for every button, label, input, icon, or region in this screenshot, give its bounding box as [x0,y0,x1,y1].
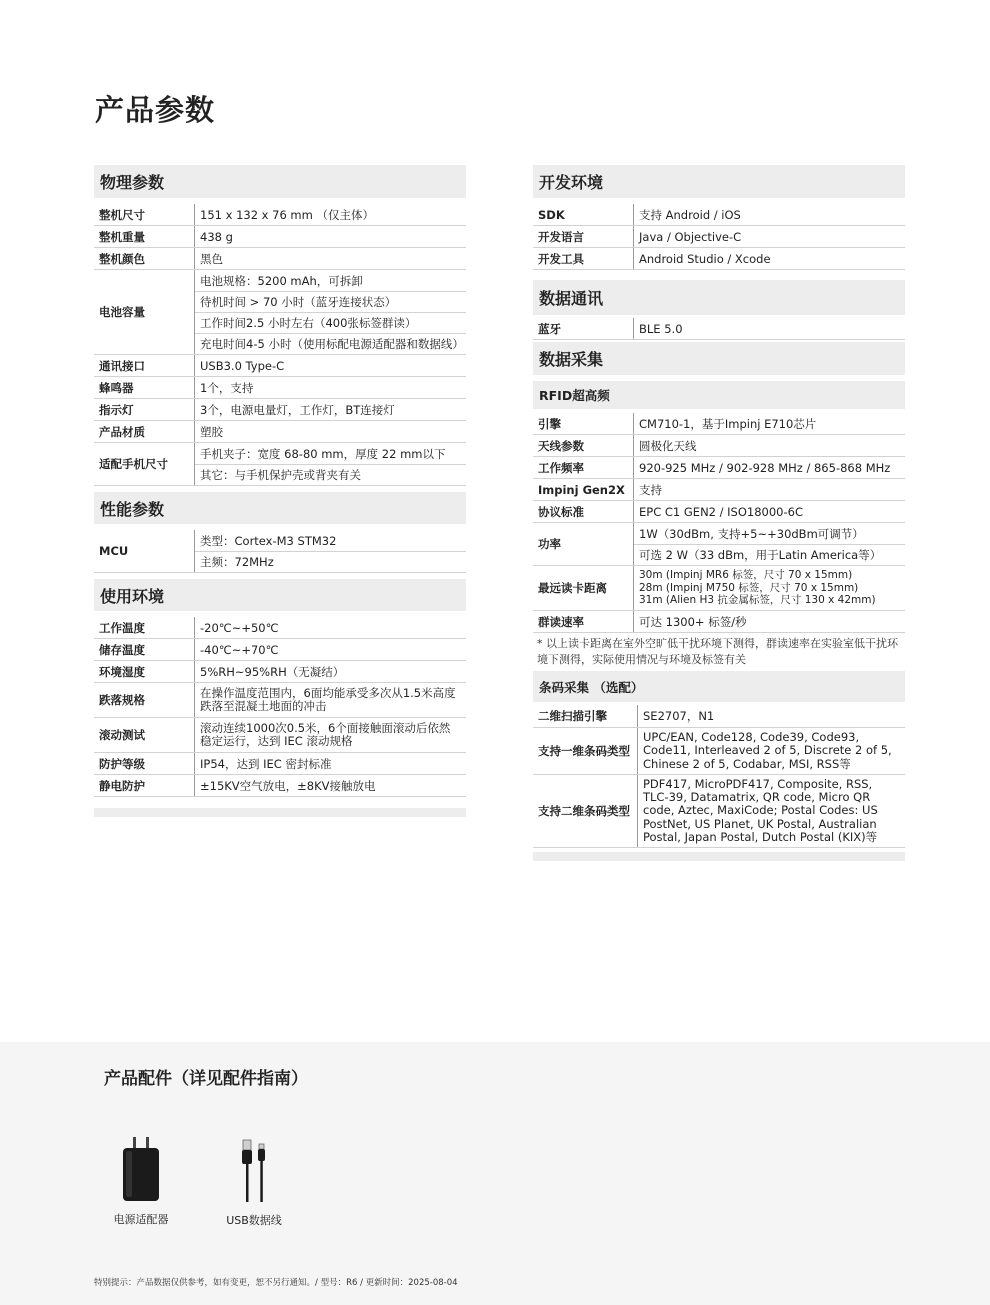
spec-row [533,728,905,775]
spec-row [94,270,466,355]
spec-row [94,226,466,248]
spec-value [634,523,905,565]
spec-value [634,248,905,269]
spec-value-paragraph: 滚动连续1000次0.5米，6个面接触面滚动后依然稳定运行，达到 IEC 滚动规格 [200,720,451,748]
spec-row [533,611,905,633]
spec-key: MCU [94,530,195,572]
accessory-label: 电源适配器 [113,1213,169,1226]
spec-value-line: 待机时间 > 70 小时（蓝牙连接状态） [195,291,466,312]
spec-row [533,226,905,248]
spec-row [94,753,466,775]
spec-row [533,523,905,566]
spec-key: Impinj Gen2X [533,479,634,500]
section-dev-title: 开发环境 [533,165,905,198]
spec-row [94,639,466,661]
spec-value-line: 1个，支持 [200,380,254,395]
spec-row [533,413,905,435]
spec-key: 协议标准 [533,501,634,522]
spec-value [634,413,905,434]
spec-value-line: 黑色 [200,251,223,266]
spec-key: 储存温度 [94,639,195,660]
spec-value [638,705,905,727]
spec-value-line: 920-925 MHz / 902-928 MHz / 865-868 MHz [639,460,891,475]
spec-row [94,775,466,797]
spec-key: 整机重量 [94,226,195,247]
spec-row [94,530,466,573]
spec-value-line: 可选 2 W（33 dBm，用于Latin America等） [634,544,905,565]
spec-key: 开发工具 [533,248,634,269]
spec-row [533,204,905,226]
spec-value [195,775,466,796]
spec-row [94,204,466,226]
spec-value-line: 类型：Cortex-M3 STM32 [200,533,337,548]
spec-row [94,617,466,639]
spec-key: 电池容量 [94,270,195,354]
spec-value [195,270,466,354]
spec-key: 跌落规格 [94,683,195,717]
left-end-bar [94,808,466,817]
spec-row [533,248,905,270]
spec-value [634,435,905,456]
spec-value-line: BLE 5.0 [639,321,683,336]
spec-value [195,661,466,682]
section-collect-title: 数据采集 [533,342,905,375]
spec-row [94,683,466,718]
spec-value [195,226,466,247]
spec-key: 指示灯 [94,399,195,420]
spec-value-line: EPC C1 GEN2 / ISO18000-6C [639,504,803,519]
right-column [533,165,905,861]
spec-key: 适配手机尺寸 [94,443,195,485]
comm-spec-table [533,318,905,340]
spec-value [195,639,466,660]
spec-key: 蜂鸣器 [94,377,195,398]
spec-value [195,399,466,420]
spec-value-line: USB3.0 Type-C [200,358,285,373]
spec-value-line: 其它：与手机保护壳或背夹有关 [195,464,466,485]
spec-value-line: 支持 Android / iOS [639,207,741,222]
spec-row [94,355,466,377]
spec-row [533,318,905,340]
spec-key: 支持一维条码类型 [533,728,638,774]
spec-row [94,248,466,270]
spec-value-line: SE2707，N1 [643,709,715,723]
page-title: 产品参数 [95,93,216,127]
spec-value [195,753,466,774]
spec-value-line: 151 x 132 x 76 mm （仅主体） [200,207,374,222]
spec-key: 工作温度 [94,617,195,638]
section-performance-title: 性能参数 [94,492,466,524]
rfid-spec-table [533,413,905,633]
spec-row [533,501,905,523]
spec-key: 工作频率 [533,457,634,478]
spec-row [94,377,466,399]
spec-key: SDK [533,204,634,225]
spec-value-line: -20℃~+50℃ [200,620,279,635]
spec-value-line: 3个，电源电量灯，工作灯，BT连接灯 [200,402,395,417]
spec-value [195,530,466,572]
spec-key: 整机尺寸 [94,204,195,225]
spec-row [94,399,466,421]
spec-value [195,718,466,752]
spec-value-paragraph: 30m (Impinj MR6 标签，尺寸 70 x 15mm) 28m (Impinj M750 标签，尺寸 70 x 15mm) 31m (Alien H3 抗金属标签，尺寸 130 x 42mm) [639,569,876,607]
spec-row [94,718,466,753]
barcode-subtitle: 条码采集 （选配） [533,671,905,702]
spec-value [634,204,905,225]
physical-spec-table [94,204,466,486]
spec-key: 支持二维条码类型 [533,775,638,847]
spec-key: 整机颜色 [94,248,195,269]
spec-key: 二维扫描引擎 [533,705,638,727]
usb-cable-icon [234,1138,274,1204]
spec-value-paragraph: 在操作温度范围内，6面均能承受多次从1.5米高度跌落至混凝土地面的冲击 [200,685,456,713]
spec-value [634,611,905,632]
spec-value [195,204,466,225]
spec-value-line: 工作时间2.5 小时左右（400张标签群读） [195,312,466,333]
accessories-section [0,1042,990,1305]
spec-value [195,355,466,376]
spec-key: 最远读卡距离 [533,566,634,610]
spec-key: 引擎 [533,413,634,434]
spec-key: 静电防护 [94,775,195,796]
spec-value-paragraph: PDF417, MicroPDF417, Composite, RSS, TLC-39, Datamatrix, QR code, Micro QR code, Aztec, MaxiCode; Postal Codes: US PostNet, US Planet, UK Postal, Australian Postal, Japan Postal, Dutch Postal (KIX)等 [643,776,878,844]
spec-value-line: IP54，达到 IEC 密封标准 [200,756,332,771]
spec-key: 功率 [533,523,634,565]
spec-key: 环境湿度 [94,661,195,682]
accessories-title: 产品配件（详见配件指南） [104,1069,308,1089]
spec-row [533,435,905,457]
spec-value [195,443,466,485]
spec-row [94,421,466,443]
section-physical-title: 物理参数 [94,165,466,198]
spec-row [533,705,905,728]
environment-spec-table [94,617,466,797]
section-comm-title: 数据通讯 [533,280,905,315]
spec-row [533,566,905,611]
spec-value-line: 438 g [200,229,233,244]
spec-value-line: ±15KV空气放电，±8KV接触放电 [200,778,376,793]
section-environment-title: 使用环境 [94,579,466,611]
spec-value-line: CM710-1，基于Impinj E710芯片 [639,416,817,431]
right-end-bar [533,852,905,861]
spec-value-line: 电池规格：5200 mAh，可拆卸 [200,273,363,288]
spec-value [638,775,905,847]
spec-value-line: 主频：72MHz [195,551,466,572]
spec-value [634,226,905,247]
spec-key: 滚动测试 [94,718,195,752]
spec-value-line: -40℃~+70℃ [200,642,279,657]
spec-value [195,248,466,269]
spec-value-line: 支持 [639,482,662,497]
accessory-power-adapter [103,1135,179,1227]
left-column [94,165,466,817]
spec-key: 通讯接口 [94,355,195,376]
spec-value [634,566,905,610]
spec-value [195,421,466,442]
spec-value [638,728,905,774]
performance-spec-table [94,530,466,573]
spec-value-line: 可达 1300+ 标签/秒 [639,614,747,629]
barcode-spec-table [533,705,905,848]
accessory-usb-cable [214,1138,294,1228]
spec-value-line: 5%RH~95%RH（无凝结） [200,664,345,679]
spec-row [94,443,466,486]
rfid-note: * 以上读卡距离在室外空旷低干扰环境下测得，群读速率在实验室低干扰环境下测得，实际使用情况与环境及标签有关 [537,637,898,666]
dev-spec-table [533,204,905,270]
accessory-label: USB数据线 [226,1214,282,1227]
spec-value-line: Android Studio / Xcode [639,251,771,266]
spec-value-line: 塑胶 [200,424,223,439]
spec-value [634,318,905,339]
spec-key: 天线参数 [533,435,634,456]
footer-note: 特别提示：产品数据仅供参考，如有变更，恕不另行通知。/ 型号：R6 / 更新时间：2025-08-04 [94,1278,458,1288]
spec-key: 群读速率 [533,611,634,632]
spec-value-paragraph: UPC/EAN, Code128, Code39, Code93, Code11, Interleaved 2 of 5, Discrete 2 of 5, Chinese 2 of 5, Codabar, MSI, RSS等 [643,730,892,771]
spec-value-line: 充电时间4-5 小时（使用标配电源适配器和数据线） [195,333,466,354]
spec-row [533,479,905,501]
spec-row [94,661,466,683]
spec-row [533,775,905,848]
spec-value-line: Java / Objective-C [639,229,742,244]
spec-value [634,501,905,522]
spec-value [634,479,905,500]
spec-key: 产品材质 [94,421,195,442]
spec-row [533,457,905,479]
power-adapter-icon [121,1135,161,1203]
spec-value-line: 圆极化天线 [639,438,697,453]
spec-key: 开发语言 [533,226,634,247]
spec-value [195,683,466,717]
spec-value-line: 手机夹子：宽度 68-80 mm，厚度 22 mm以下 [200,446,446,461]
spec-key: 防护等级 [94,753,195,774]
spec-value [195,377,466,398]
spec-value [195,617,466,638]
spec-value [634,457,905,478]
rfid-subtitle: RFID超高频 [533,381,905,409]
spec-key: 蓝牙 [533,318,634,339]
spec-value-line: 1W（30dBm, 支持+5~+30dBm可调节） [639,526,864,541]
